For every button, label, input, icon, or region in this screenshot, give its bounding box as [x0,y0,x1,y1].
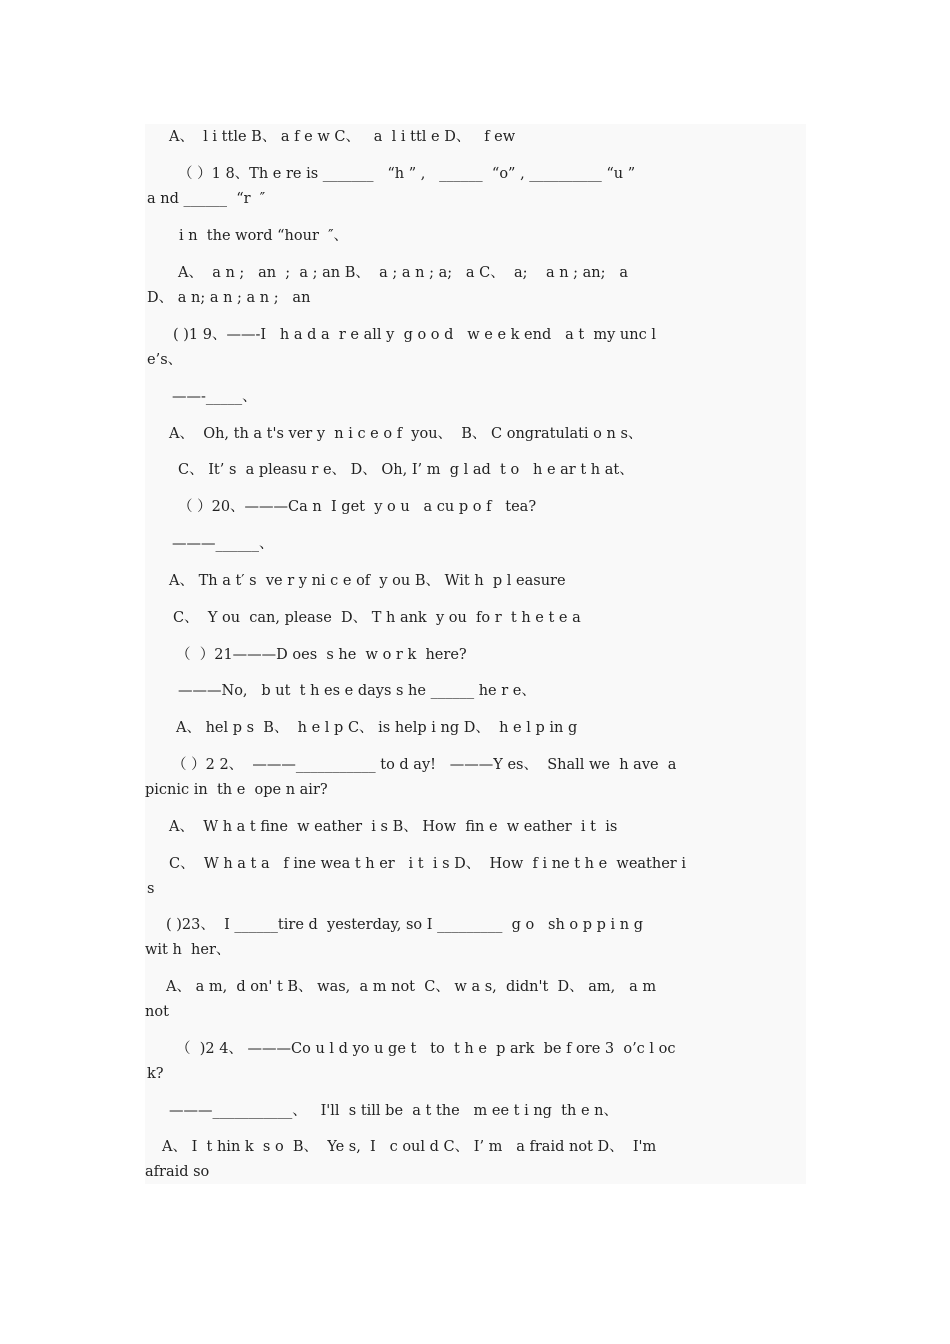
text-line: ———______、 [172,536,274,552]
text-line: D、 a n; a n ; a n ; an [147,290,311,306]
text-line: A、 l i ttle B、 a f e w C、 a l i ttl e D、 f ew [169,129,516,145]
text-line: a nd ______ “r ″ [147,191,266,207]
text-line: wit h her、 [145,942,231,958]
text-line: A、 a m, d on' t B、 was, a m not C、 w a s, didn't D、 am, a m [166,979,657,995]
text-line: A、 Th a t′ s ve r y ni c e of y ou B、 Wit h p l easure [169,573,566,589]
text-line: C、 W h a t a f ine wea t h er i t i s D、 How f i ne t h e weather i [169,856,686,872]
text-line: （ ）20、———Ca n I get y o u a cu p o f tea? [178,499,537,515]
text-line: A、 hel p s B、 h e l p C、 is help i ng D、 h e l p in g [176,720,578,736]
text-line: picnic in th e ope n air? [145,782,328,798]
text-line: ———No, b ut t h es e days s he ______ he r e、 [178,683,536,699]
text-line: e’s、 [147,352,183,368]
text-line: （ ）2 2、 ———___________ to d ay! ———Y es、 Shall we h ave a [172,757,677,773]
text-line: A、 I t hin k s o B、 Ye s, I c oul d C、 I’ m a fraid not D、 I'm [162,1139,657,1155]
text-line: ( )23、 I ______tire d yesterday, so I _________ g o sh o p p i n g [166,917,643,933]
text-line: afraid so [145,1164,210,1180]
text-line: ( )1 9、——-I h a d a r e all y g o o d w e e k end a t my unc l [173,327,656,343]
text-line: ———___________、 I'll s till be a t the m ee t i ng th e n、 [169,1103,618,1119]
text-line: ——-_____、 [172,389,257,405]
text-line: i n the word “hour ″、 [179,228,349,244]
text-line: C、 Y ou can, please D、 T h ank y ou fo r t h e t e a [173,610,581,626]
text-line: A、 Oh, th a t's ver y n i c e o f you、 B、 C ongratulati o n s、 [169,426,643,442]
text-line: not [145,1004,169,1020]
text-line: （ )2 4、 ———Co u l d yo u ge t to t h e p ark be f ore 3 o’c l oc [176,1041,676,1057]
text-line: A、 a n ; an ; a ; an B、 a ; a n ; a; a C、 a; a n ; an; a [178,265,628,281]
text-line: （ ）1 8、Th e re is _______ “h ” , ______ “o” , __________ “u ” [178,166,636,182]
text-line: k? [147,1066,164,1082]
text-line: A、 W h a t fine w eather i s B、 How fin e w eather i t is [169,819,618,835]
text-line: s [147,881,155,897]
text-line: C、 It’ s a pleasu r e、 D、 Oh, I’ m g l ad t o h e ar t h at、 [178,462,634,478]
text-line: （ ）21———D oes s he w o r k here? [176,647,467,663]
